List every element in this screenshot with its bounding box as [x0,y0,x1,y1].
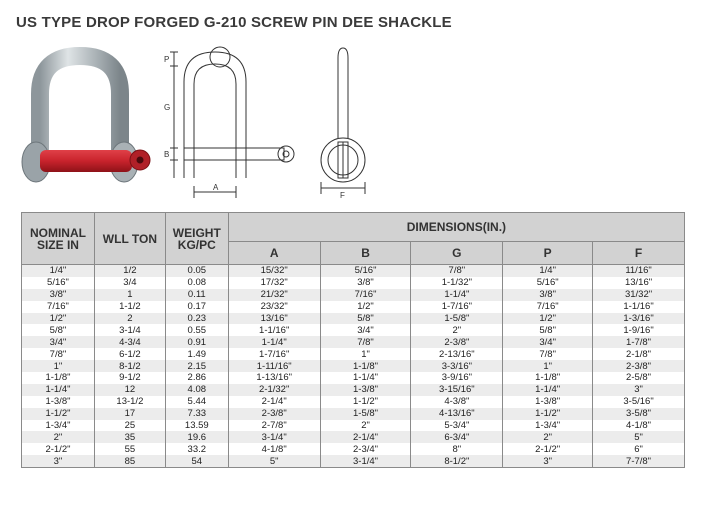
cell-weight: 2.15 [165,360,228,372]
cell-a: 1-1/4" [228,336,320,348]
cell-b: 1/2" [320,301,411,313]
cell-b: 3/4" [320,324,411,336]
dim-label-a: A [213,183,219,192]
table-row [22,443,685,455]
cell-wll: 13-1/2 [94,396,165,408]
shackle-photo [18,42,153,192]
cell-g: 6-3/4" [411,431,503,443]
cell-wll: 25 [94,420,165,432]
cell-f: 1-9/16" [593,324,685,336]
cell-wll: 6-1/2 [94,348,165,360]
cell-wll: 1/2 [94,265,165,277]
cell-f: 3-5/8" [593,408,685,420]
cell-weight: 5.44 [165,396,228,408]
cell-g: 2" [411,324,503,336]
cell-wll: 85 [94,455,165,467]
table-row [22,384,685,396]
header-dimensions: DIMENSIONS(IN.) [228,213,684,242]
cell-g: 1-5/8" [411,313,503,325]
cell-wll: 3/4 [94,277,165,289]
cell-nominal: 3/8" [22,289,95,301]
cell-f: 5" [593,431,685,443]
cell-p: 3/4" [503,336,593,348]
cell-weight: 4.08 [165,384,228,396]
cell-f: 1-7/8" [593,336,685,348]
dimensions-table [21,212,685,468]
table-row [22,289,685,301]
cell-wll: 1 [94,289,165,301]
cell-a: 2-1/32" [228,384,320,396]
cell-f: 3" [593,384,685,396]
cell-nominal: 1-3/4" [22,420,95,432]
cell-g: 1-1/4" [411,289,503,301]
cell-p: 1/2" [503,313,593,325]
cell-a: 2-7/8" [228,420,320,432]
cell-f: 13/16" [593,277,685,289]
cell-p: 5/8" [503,324,593,336]
cell-weight: 7.33 [165,408,228,420]
page-title: US TYPE DROP FORGED G-210 SCREW PIN DEE SHACKLE [16,14,452,31]
cell-nominal: 7/8" [22,348,95,360]
cell-g: 1-1/32" [411,277,503,289]
cell-g: 4-13/16" [411,408,503,420]
cell-g: 2-3/8" [411,336,503,348]
table-row [22,360,685,372]
cell-g: 3-3/16" [411,360,503,372]
front-view-drawing [160,42,310,202]
cell-weight: 0.17 [165,301,228,313]
table-body [22,265,685,468]
cell-weight: 0.08 [165,277,228,289]
cell-g: 3-15/16" [411,384,503,396]
cell-g: 8" [411,443,503,455]
cell-nominal: 1/4" [22,265,95,277]
cell-a: 23/32" [228,301,320,313]
cell-weight: 19.6 [165,431,228,443]
cell-p: 3/8" [503,289,593,301]
cell-weight: 0.91 [165,336,228,348]
cell-f: 1-3/16" [593,313,685,325]
cell-a: 1-1/16" [228,324,320,336]
cell-b: 1-1/4" [320,372,411,384]
cell-g: 4-3/8" [411,396,503,408]
cell-g: 7/8" [411,265,503,277]
cell-p: 7/16" [503,301,593,313]
header-g: G [411,242,503,265]
header-p: P [503,242,593,265]
cell-a: 15/32" [228,265,320,277]
header-weight: WEIGHT KG/PC [165,213,228,265]
side-view-drawing [312,42,382,202]
table-row [22,265,685,277]
cell-p: 2" [503,431,593,443]
cell-b: 2-3/4" [320,443,411,455]
cell-a: 17/32" [228,277,320,289]
cell-nominal: 3" [22,455,95,467]
cell-g: 2-13/16" [411,348,503,360]
cell-nominal: 2" [22,431,95,443]
cell-wll: 4-3/4 [94,336,165,348]
header-f: F [593,242,685,265]
table-row [22,396,685,408]
cell-nominal: 1" [22,360,95,372]
table-row [22,336,685,348]
header-nominal-size: NOMINAL SIZE IN [22,213,95,265]
cell-wll: 2 [94,313,165,325]
dim-label-b: B [164,150,170,159]
cell-f: 1-1/16" [593,301,685,313]
cell-wll: 9-1/2 [94,372,165,384]
cell-nominal: 5/16" [22,277,95,289]
dim-label-g: G [164,103,171,112]
cell-wll: 17 [94,408,165,420]
cell-nominal: 1-1/2" [22,408,95,420]
cell-wll: 8-1/2 [94,360,165,372]
cell-nominal: 2-1/2" [22,443,95,455]
table-row [22,324,685,336]
cell-f: 7-7/8" [593,455,685,467]
cell-p: 2-1/2" [503,443,593,455]
cell-weight: 0.11 [165,289,228,301]
cell-nominal: 3/4" [22,336,95,348]
cell-p: 1-1/8" [503,372,593,384]
cell-b: 7/16" [320,289,411,301]
cell-p: 1-1/2" [503,408,593,420]
table-row [22,372,685,384]
cell-b: 7/8" [320,336,411,348]
cell-a: 3-1/4" [228,431,320,443]
cell-f: 31/32" [593,289,685,301]
cell-wll: 3-1/4 [94,324,165,336]
table-row [22,431,685,443]
cell-a: 13/16" [228,313,320,325]
header-wll: WLL TON [94,213,165,265]
cell-wll: 12 [94,384,165,396]
cell-b: 5/16" [320,265,411,277]
cell-nominal: 1-3/8" [22,396,95,408]
cell-f: 2-1/8" [593,348,685,360]
cell-weight: 33.2 [165,443,228,455]
table-row [22,301,685,313]
header-a: A [228,242,320,265]
cell-weight: 1.49 [165,348,228,360]
cell-b: 3-1/4" [320,455,411,467]
cell-nominal: 1-1/8" [22,372,95,384]
cell-f: 4-1/8" [593,420,685,432]
cell-b: 1-3/8" [320,384,411,396]
cell-g: 1-7/16" [411,301,503,313]
cell-f: 2-3/8" [593,360,685,372]
cell-nominal: 1-1/4" [22,384,95,396]
cell-b: 1-5/8" [320,408,411,420]
cell-a: 2-1/4" [228,396,320,408]
table-row [22,277,685,289]
cell-p: 1" [503,360,593,372]
cell-f: 3-5/16" [593,396,685,408]
cell-p: 1-3/8" [503,396,593,408]
cell-weight: 54 [165,455,228,467]
cell-weight: 0.23 [165,313,228,325]
table-row [22,313,685,325]
table-row [22,455,685,467]
cell-nominal: 5/8" [22,324,95,336]
cell-p: 1-1/4" [503,384,593,396]
cell-nominal: 7/16" [22,301,95,313]
cell-a: 1-13/16" [228,372,320,384]
cell-wll: 35 [94,431,165,443]
cell-weight: 13.59 [165,420,228,432]
cell-b: 1-1/2" [320,396,411,408]
cell-b: 3/8" [320,277,411,289]
cell-p: 1-3/4" [503,420,593,432]
cell-b: 5/8" [320,313,411,325]
cell-f: 2-5/8" [593,372,685,384]
cell-b: 1" [320,348,411,360]
cell-p: 3" [503,455,593,467]
cell-b: 1-1/8" [320,360,411,372]
table-row [22,408,685,420]
cell-a: 1-7/16" [228,348,320,360]
cell-wll: 55 [94,443,165,455]
dim-label-f: F [340,191,345,200]
cell-a: 2-3/8" [228,408,320,420]
cell-f: 11/16" [593,265,685,277]
cell-g: 8-1/2" [411,455,503,467]
header-b: B [320,242,411,265]
cell-weight: 0.55 [165,324,228,336]
cell-a: 1-11/16" [228,360,320,372]
cell-p: 1/4" [503,265,593,277]
cell-a: 5" [228,455,320,467]
cell-p: 7/8" [503,348,593,360]
cell-g: 3-9/16" [411,372,503,384]
cell-a: 21/32" [228,289,320,301]
cell-wll: 1-1/2 [94,301,165,313]
dim-label-p: P [164,55,170,64]
cell-f: 6" [593,443,685,455]
table-row [22,348,685,360]
cell-weight: 0.05 [165,265,228,277]
cell-g: 5-3/4" [411,420,503,432]
cell-nominal: 1/2" [22,313,95,325]
cell-weight: 2.86 [165,372,228,384]
cell-b: 2-1/4" [320,431,411,443]
cell-p: 5/16" [503,277,593,289]
cell-a: 4-1/8" [228,443,320,455]
table-row [22,420,685,432]
cell-b: 2" [320,420,411,432]
